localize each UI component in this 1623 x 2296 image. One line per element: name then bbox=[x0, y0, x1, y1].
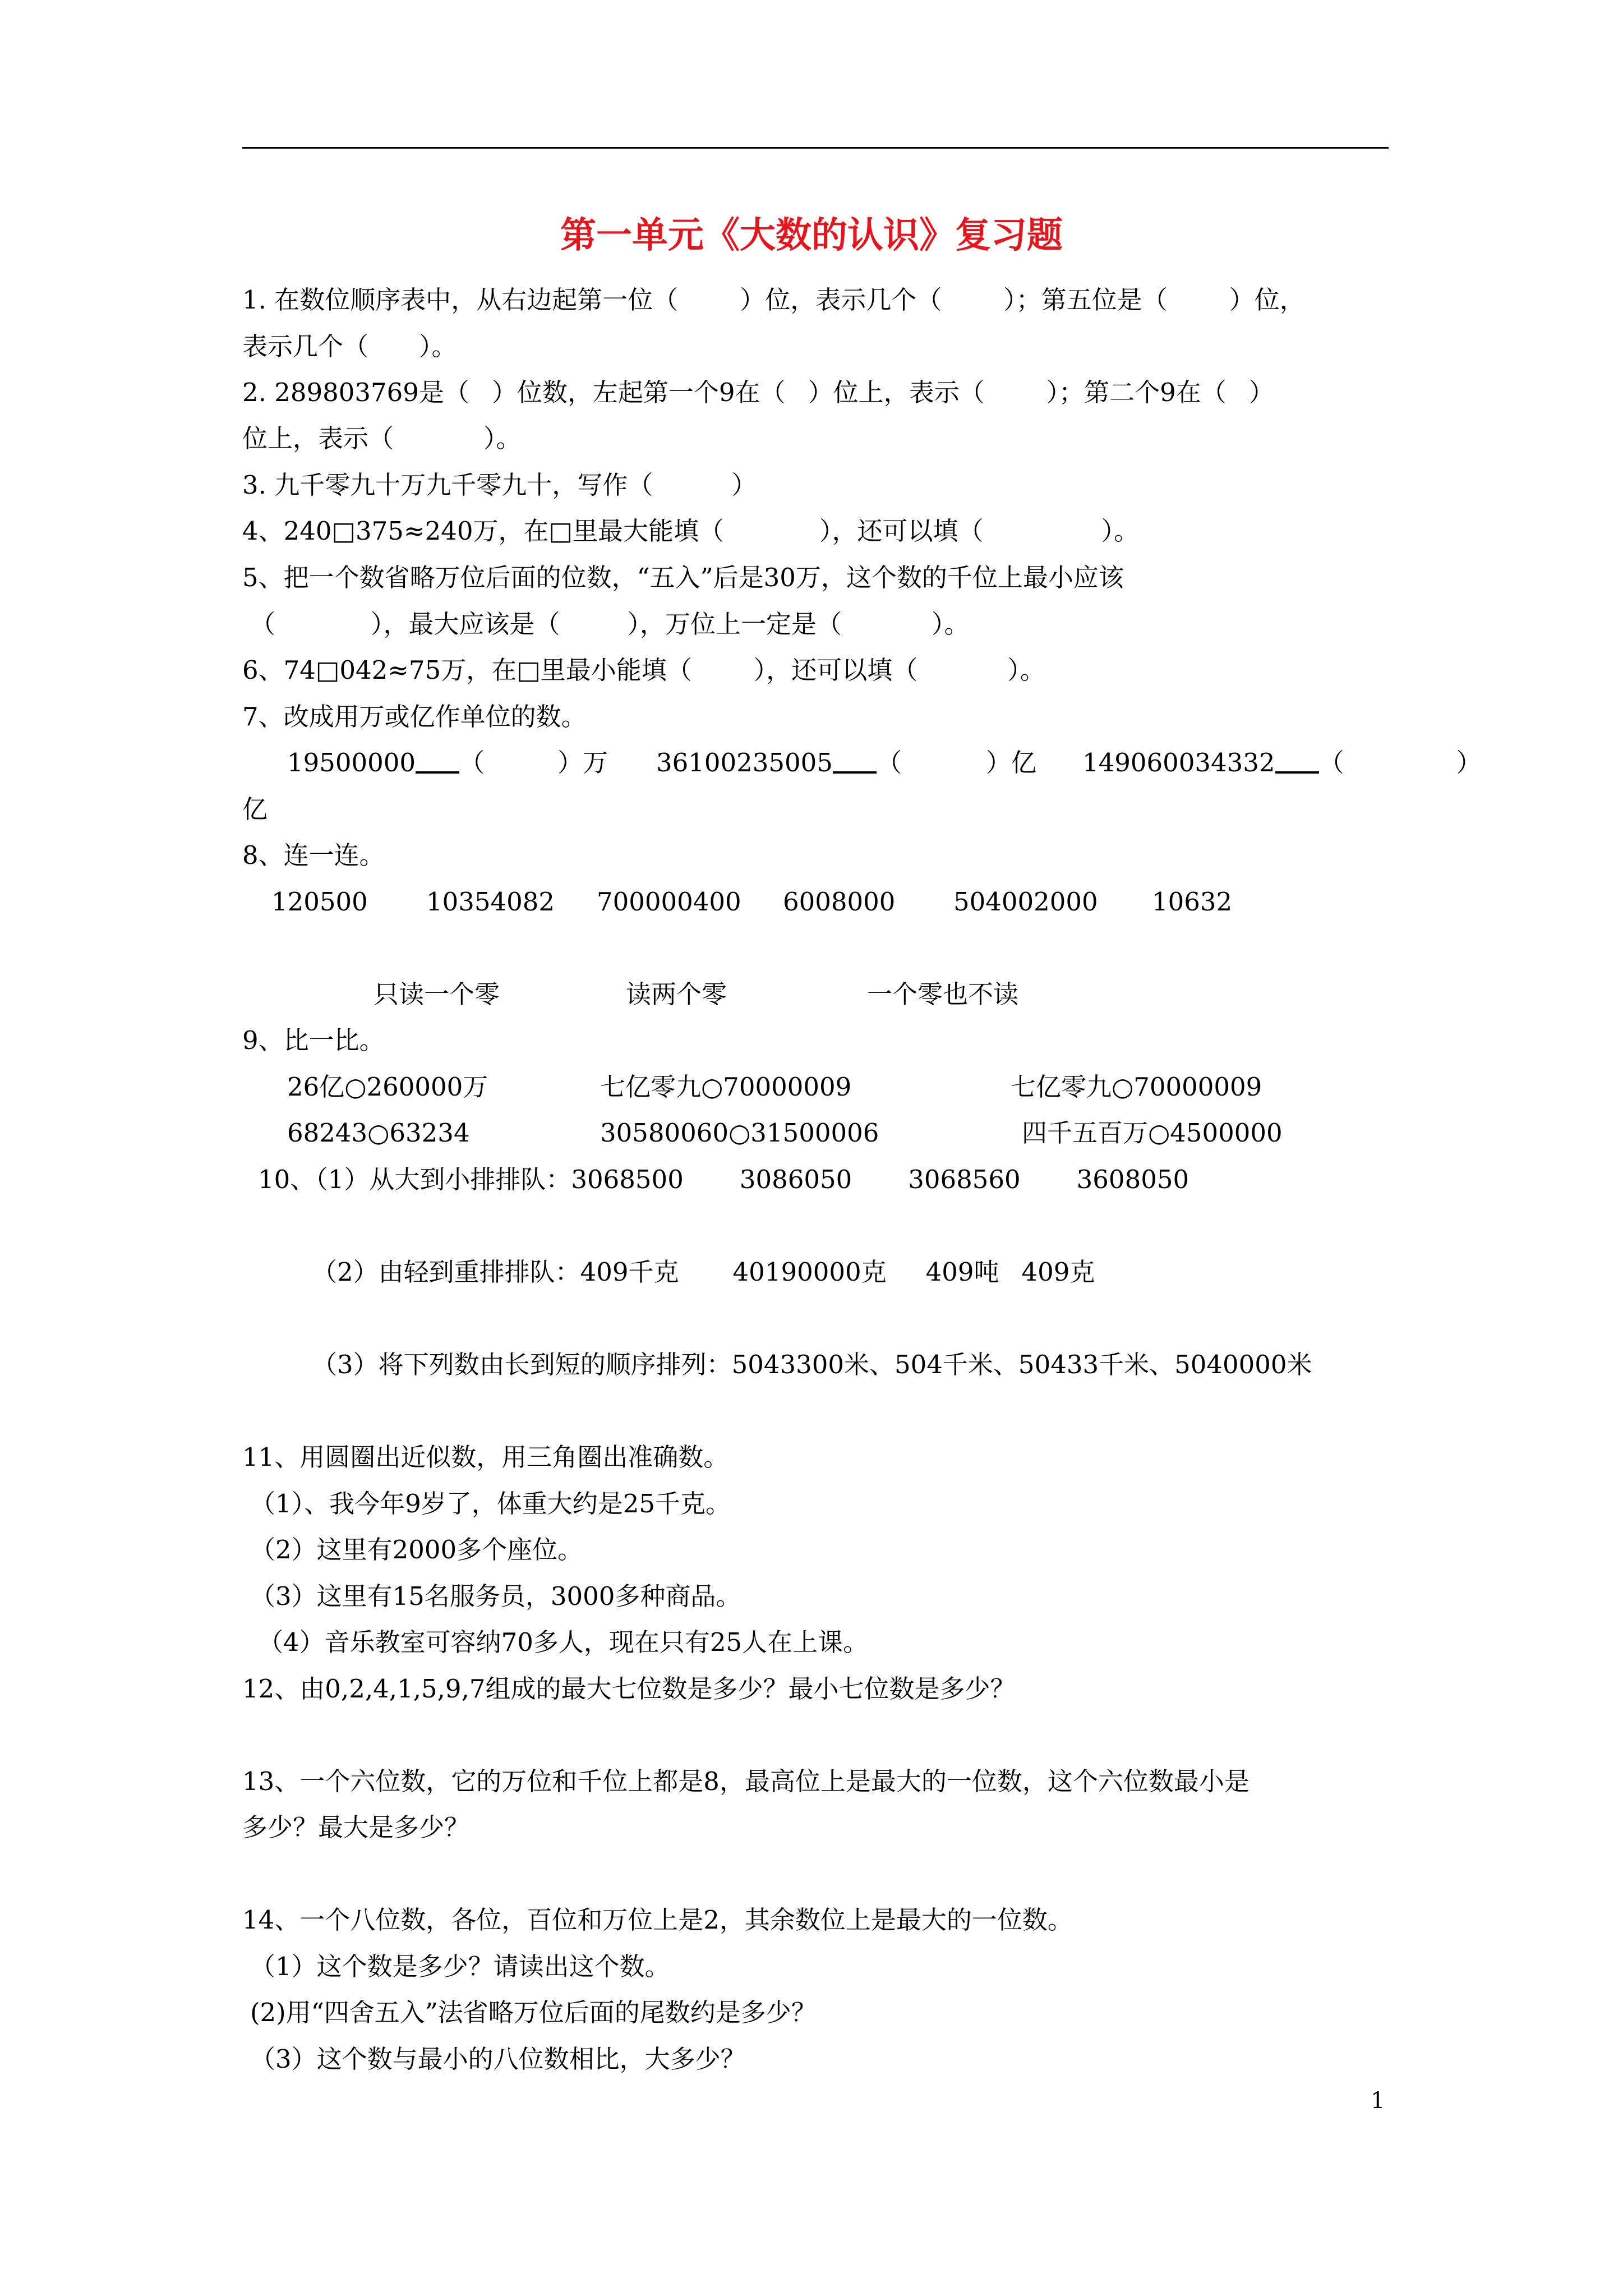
match-group: 一个零也不读 bbox=[867, 979, 1019, 1009]
compare-item: 30580060○31500006 bbox=[600, 1118, 879, 1148]
question-14-item: (2)用“四舍五入”法省略万位后面的尾数约是多少？ bbox=[250, 1998, 817, 2027]
match-number: 10632 bbox=[1152, 887, 1233, 917]
answer-blank bbox=[416, 749, 459, 774]
question-5-line-2: （ ），最大应该是（ ），万位上一定是（ ）。 bbox=[250, 609, 970, 639]
question-11-heading: 11、用圆圈出近似数，用三角圈出准确数。 bbox=[242, 1442, 729, 1472]
question-12: 12、由0,2,4,1,5,9,7组成的最大七位数是多少？最小七位数是多少？ bbox=[242, 1674, 1016, 1704]
question-7-item-1: 19500000 （ ）万 bbox=[287, 748, 608, 777]
question-14-heading: 14、一个八位数，各位，百位和万位上是2，其余数位上是最大的一位数。 bbox=[242, 1905, 1073, 1935]
match-group: 读两个零 bbox=[626, 979, 727, 1009]
question-11-item: （2）这里有2000多个座位。 bbox=[250, 1535, 583, 1565]
compare-item: 四千五百万○4500000 bbox=[1022, 1118, 1283, 1148]
question-6: 6、74□042≈75万，在□里最小能填（ ），还可以填（ ）。 bbox=[242, 655, 1045, 685]
question-5-line-1: 5、把一个数省略万位后面的位数，“五入”后是30万，这个数的千位上最小应该 bbox=[242, 563, 1124, 592]
question-14-item: （3）这个数与最小的八位数相比，大多少？ bbox=[250, 2044, 746, 2074]
compare-item: 七亿零九○70000009 bbox=[600, 1072, 852, 1102]
match-number: 504002000 bbox=[953, 887, 1098, 917]
question-1-line-2: 表示几个（ ）。 bbox=[242, 332, 457, 361]
question-9-heading: 9、比一比。 bbox=[242, 1025, 385, 1055]
question-10-part-2: （2）由轻到重排排队：409千克 40190000克 409吨 409克 bbox=[312, 1257, 1095, 1287]
compare-item: 26亿○260000万 bbox=[287, 1072, 488, 1102]
match-number: 10354082 bbox=[426, 887, 555, 917]
question-14-item: （1）这个数是多少？请读出这个数。 bbox=[250, 1952, 670, 1981]
question-3: 3. 九千零九十万九千零九十，写作（ ） bbox=[242, 470, 757, 500]
question-2-line-2: 位上，表示（ ）。 bbox=[242, 424, 522, 453]
question-4: 4、240□375≈240万，在□里最大能填（ ），还可以填（ ）。 bbox=[242, 516, 1140, 546]
question-11-item: （4）音乐教室可容纳70多人，现在只有25人在上课。 bbox=[258, 1627, 869, 1657]
question-1-line-1: 1. 在数位顺序表中，从右边起第一位（ ）位，表示几个（ ）；第五位是（ ）位， bbox=[242, 285, 1305, 315]
match-number: 120500 bbox=[271, 887, 368, 917]
header-rule bbox=[242, 147, 1389, 149]
question-8-heading: 8、连一连。 bbox=[242, 840, 385, 870]
compare-item: 68243○63234 bbox=[287, 1118, 470, 1148]
answer-blank bbox=[833, 749, 877, 774]
question-11-item: （1）、我今年9岁了，体重大约是25千克。 bbox=[250, 1489, 731, 1519]
match-number: 6008000 bbox=[783, 887, 896, 917]
match-number: 700000400 bbox=[597, 887, 741, 917]
question-2-line-1: 2. 289803769是（ ）位数，左起第一个9在（ ）位上，表示（ ）；第二个9在（ ） bbox=[242, 378, 1274, 407]
question-11-item: （3）这里有15名服务员，3000多种商品。 bbox=[250, 1581, 741, 1611]
compare-item: 七亿零九○70000009 bbox=[1011, 1072, 1262, 1102]
match-group: 只读一个零 bbox=[374, 979, 500, 1009]
question-10-part-1: 10、（1）从大到小排排队：3068500 3086050 3068560 3608050 bbox=[258, 1165, 1189, 1194]
page-number: 1 bbox=[1371, 2088, 1385, 2114]
question-10-part-3: （3）将下列数由长到短的顺序排列：5043300米、504千米、50433千米、5040000米 bbox=[312, 1350, 1312, 1379]
question-7-item-3-unit: 亿 bbox=[242, 794, 268, 824]
page-title: 第一单元《大数的认识》复习题 bbox=[560, 214, 1063, 256]
question-7-item-2: 36100235005 （ ）亿 bbox=[656, 748, 1036, 777]
question-7-heading: 7、改成用万或亿作单位的数。 bbox=[242, 702, 587, 731]
answer-blank bbox=[1275, 749, 1319, 774]
question-7-item-3: 149060034332 （ ） bbox=[1082, 748, 1482, 777]
question-13-line-2: 多少？最大是多少？ bbox=[242, 1812, 470, 1842]
question-13-line-1: 13、一个六位数，它的万位和千位上都是8，最高位上是最大的一位数，这个六位数最小是 bbox=[242, 1766, 1249, 1796]
